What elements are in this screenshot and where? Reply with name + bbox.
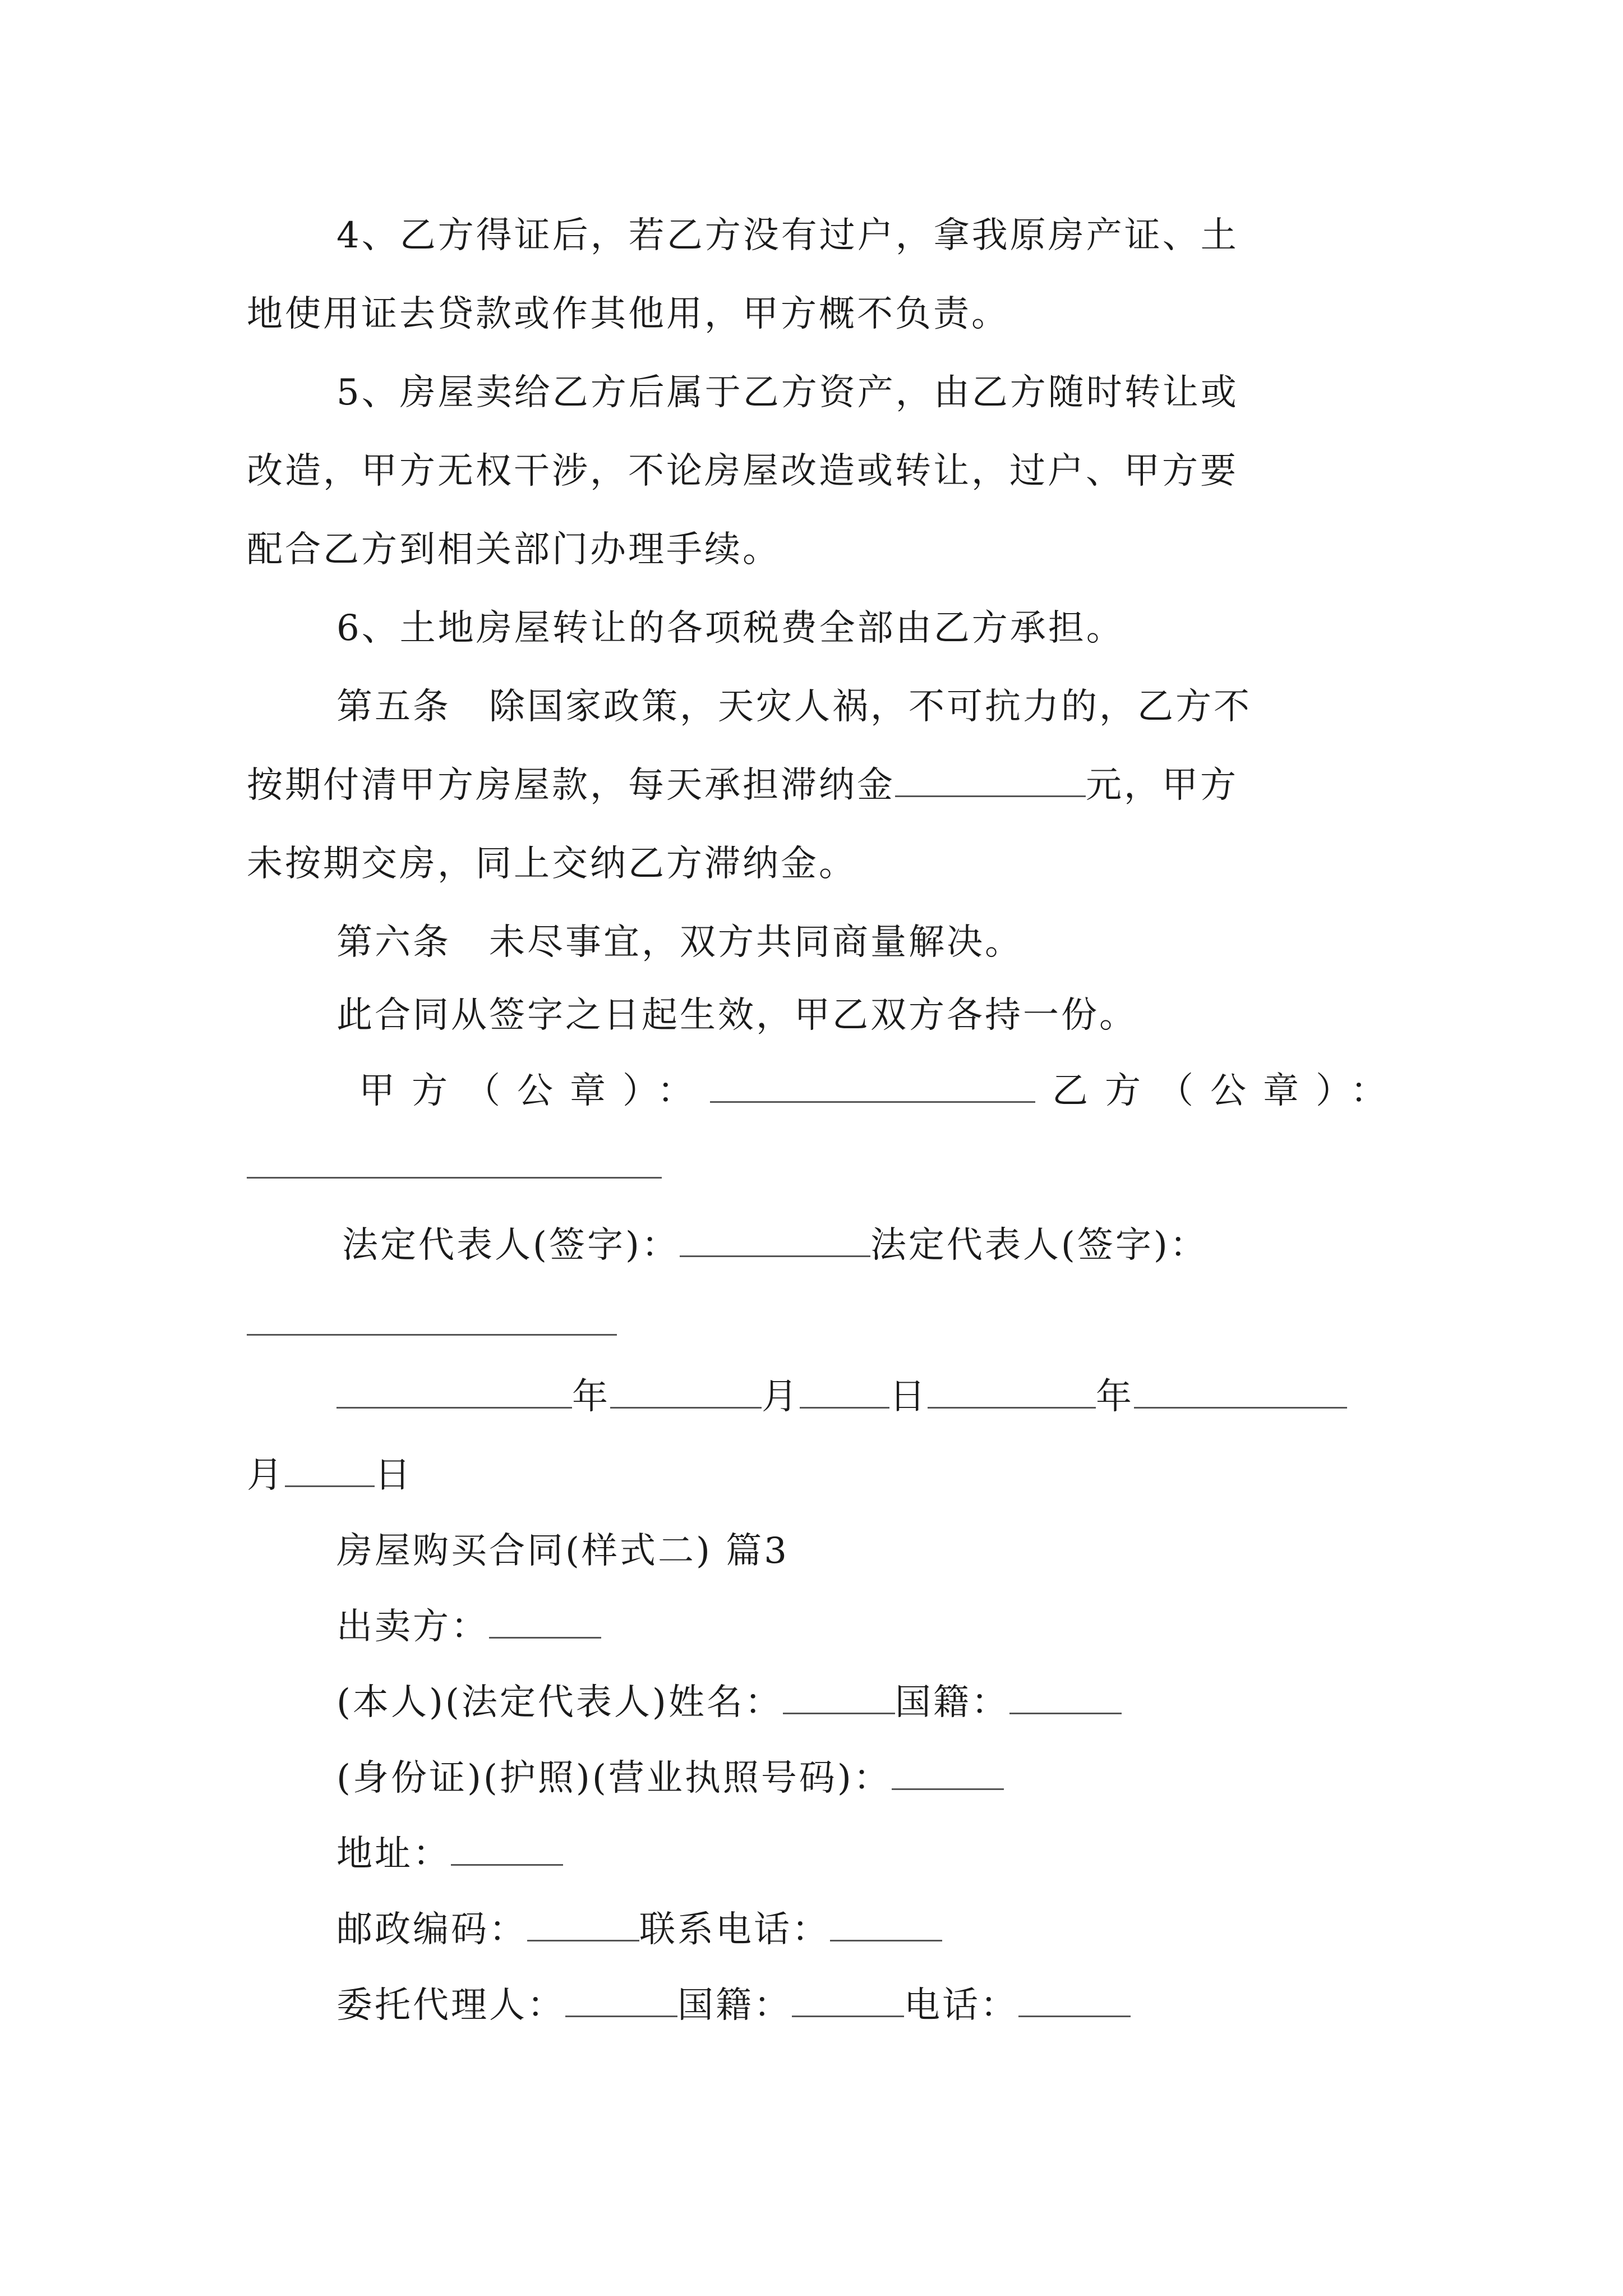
date-a-month-label: 月 bbox=[762, 1376, 800, 1418]
clause-5-line-2: 改造，甲方无权干涉，不论房屋改造或转让，过户、甲方要 bbox=[247, 450, 1238, 492]
article-5-line-3: 未按期交房，同上交纳乙方滞纳金。 bbox=[247, 843, 857, 885]
article-5-line-2-text-a: 按期付清甲方房屋款，每天承担滞纳金 bbox=[247, 765, 895, 806]
date-b-day-blank bbox=[285, 1453, 375, 1487]
address-label: 地址： bbox=[336, 1833, 451, 1875]
date-b-year-blank bbox=[928, 1374, 1096, 1409]
seller-blank bbox=[489, 1604, 601, 1639]
phone-label: 联系电话： bbox=[639, 1909, 830, 1950]
agent-phone-blank bbox=[1018, 1983, 1131, 2017]
clause-6-line-1: 6、土地房屋转让的各项税费全部由乙方承担。 bbox=[336, 608, 1124, 649]
agent-nationality-label: 国籍： bbox=[677, 1985, 792, 2026]
postcode-blank bbox=[527, 1907, 639, 1941]
date-a-year-blank bbox=[336, 1374, 572, 1409]
date-line-continued bbox=[247, 1453, 413, 1498]
clause-4-line-2: 地使用证去贷款或作其他用，甲方概不负责。 bbox=[247, 293, 1009, 335]
seller-label: 出卖方： bbox=[336, 1606, 489, 1648]
agent-phone-label: 电话： bbox=[904, 1985, 1018, 2026]
name-blank bbox=[783, 1680, 895, 1714]
date-a-month-blank bbox=[610, 1374, 762, 1409]
representative-line bbox=[342, 1223, 1208, 1268]
date-b-month-label: 月 bbox=[247, 1455, 285, 1496]
article-5-line-2-text-b: 元，甲方 bbox=[1086, 765, 1238, 806]
rep-a-blank bbox=[680, 1223, 870, 1257]
address-blank bbox=[451, 1832, 563, 1866]
id-blank bbox=[892, 1756, 1004, 1790]
party-a-seal-label: 甲方（公章）： bbox=[359, 1070, 710, 1112]
effect-line: 此合同从签字之日起生效，甲乙双方各持一份。 bbox=[336, 995, 1137, 1036]
phone-blank bbox=[830, 1907, 942, 1941]
party-b-seal-blank bbox=[247, 1177, 662, 1179]
id-label: (身份证)(护照)(营业执照号码)： bbox=[336, 1757, 892, 1799]
party-a-seal-blank bbox=[710, 1069, 1035, 1103]
clause-5-line-1: 5、房屋卖给乙方后属于乙方资产，由乙方随时转让或 bbox=[336, 372, 1239, 413]
article-6-line-1: 第六条 未尽事宜，双方共同商量解决。 bbox=[336, 922, 1023, 963]
name-label: (本人)(法定代表人)姓名： bbox=[336, 1682, 783, 1723]
party-b-seal-label: 乙方（公章）： bbox=[1052, 1070, 1403, 1112]
date-b-day-label: 日 bbox=[375, 1455, 413, 1496]
section-3-title: 房屋购买合同(样式二) 篇3 bbox=[336, 1530, 789, 1572]
agent-blank bbox=[565, 1983, 677, 2017]
address-line bbox=[336, 1832, 563, 1876]
nationality-label: 国籍： bbox=[895, 1682, 1009, 1723]
rep-b-blank bbox=[247, 1334, 617, 1336]
postcode-label: 邮政编码： bbox=[336, 1909, 527, 1950]
date-b-month-blank-a bbox=[1134, 1374, 1347, 1409]
date-a-day-label: 日 bbox=[889, 1376, 928, 1418]
agent-nationality-blank bbox=[792, 1983, 904, 2017]
article-5-line-2 bbox=[247, 763, 1238, 808]
late-fee-blank bbox=[895, 763, 1086, 797]
article-5-line-1: 第五条 除国家政策，天灾人祸，不可抗力的，乙方不 bbox=[336, 686, 1252, 728]
rep-b-label: 法定代表人(签字)： bbox=[870, 1225, 1208, 1266]
agent-line bbox=[336, 1983, 1131, 2028]
clause-4-line-1: 4、乙方得证后，若乙方没有过户，拿我原房产证、土 bbox=[336, 215, 1239, 256]
date-a-day-blank bbox=[800, 1374, 889, 1409]
clause-5-line-3: 配合乙方到相关部门办理手续。 bbox=[247, 529, 781, 570]
date-b-year-label: 年 bbox=[1096, 1376, 1134, 1418]
seller-line bbox=[336, 1604, 601, 1649]
nationality-blank bbox=[1009, 1680, 1122, 1714]
agent-label: 委托代理人： bbox=[336, 1985, 565, 2026]
rep-a-label: 法定代表人(签字)： bbox=[342, 1225, 680, 1266]
date-a-year-label: 年 bbox=[572, 1376, 610, 1418]
id-line bbox=[336, 1756, 1004, 1801]
date-line bbox=[336, 1374, 1347, 1419]
postcode-line bbox=[336, 1907, 942, 1952]
name-line bbox=[336, 1680, 1122, 1725]
seal-line bbox=[359, 1069, 1403, 1114]
